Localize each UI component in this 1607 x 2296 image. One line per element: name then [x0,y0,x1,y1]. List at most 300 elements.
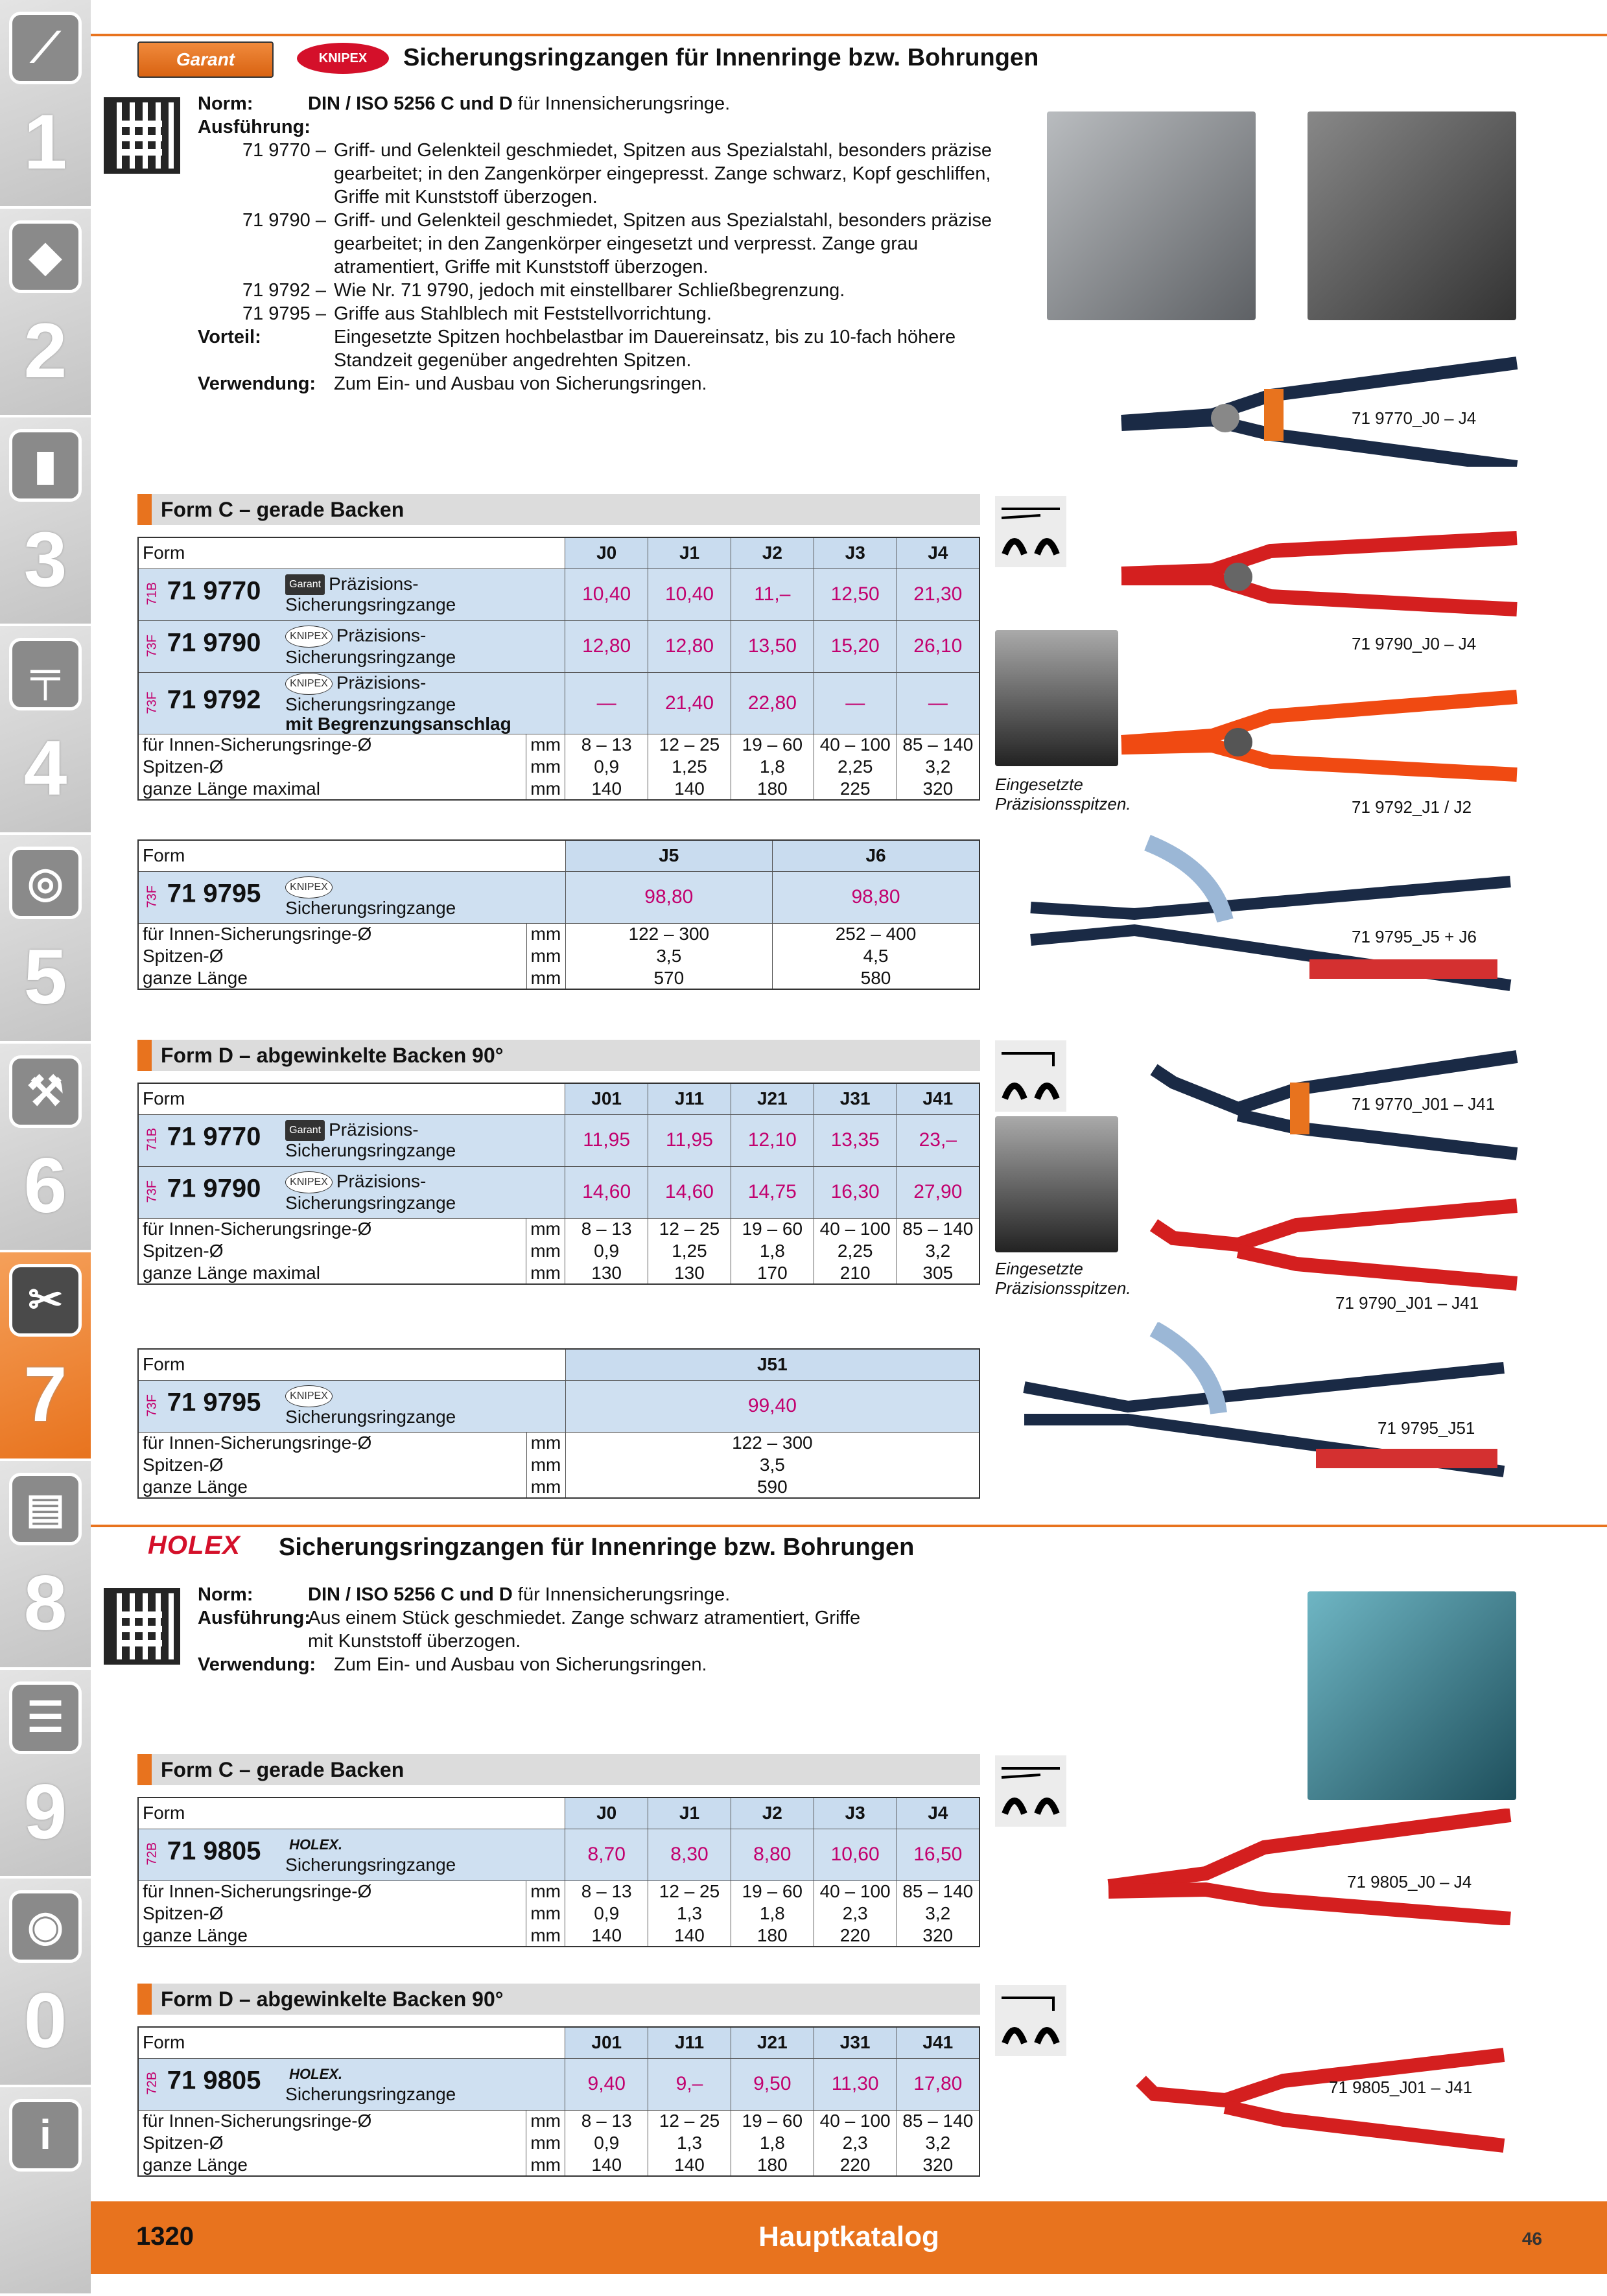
spec-label: ganze Länge maximal [138,778,526,800]
unit: mm [526,1925,565,1947]
spec-value: 40 – 100 [814,1880,897,1903]
item-text: Griff- und Gelenkteil geschmiedet, Spitzen aus Spezialstahl, besonders präzise gearbeitet; in den Zangenkörper eingepresst. Zange schwarz, Kopf geschliffen, Griffe mit Kunststoff überzogen. [334,140,992,207]
knipex-mini-logo: KNIPEX [285,1171,333,1193]
spec-row [138,967,979,989]
size-col-header: J4 [897,1798,979,1829]
spec-value: 252 – 400 [773,923,979,945]
size-col-header: J6 [773,840,979,871]
unit: mm [526,1432,565,1454]
spec-value: 19 – 60 [731,2110,814,2132]
spec-value: 2,25 [814,1240,897,1262]
spec-value: 140 [648,778,731,800]
norm-text: für Innensicherungsringe. [512,93,731,114]
verwendung-text: Zum Ein- und Ausbau von Sicherungsringen. [334,373,707,394]
spec-value: 1,3 [648,2132,731,2154]
spec-value: 3,5 [565,1454,979,1476]
spec-value: 0,9 [565,1240,648,1262]
spec-row [138,756,979,778]
tips-photo-2 [995,1116,1118,1252]
table-form-c-holex [137,1797,980,1947]
spec-label: für Innen-Sicherungsringe-Ø [138,1432,526,1454]
size-col-header: J0 [565,1798,648,1829]
spec-value: 122 – 300 [565,1432,979,1454]
price-cell: 12,80 [648,620,731,672]
spec-value: 180 [731,2154,814,2176]
spec-value: 0,9 [565,756,648,778]
spec-value: 570 [565,967,772,989]
price-cell: 16,50 [897,1829,979,1880]
spec-value: 590 [565,1476,979,1498]
spec-value: 19 – 60 [731,1880,814,1903]
unit: mm [526,1240,565,1262]
chapter-tab-7[interactable] [0,1252,91,1461]
chapter-tab-8[interactable] [0,1461,91,1670]
pliers-image-9790-d [1141,1186,1530,1303]
size-col-header: J01 [565,2027,648,2058]
desc-1: Präzisions- [329,573,419,594]
spec-value: 2,3 [814,2132,897,2154]
size-col-header: J0 [565,537,648,568]
article-number: 71 9792 [167,685,261,714]
spec-row [138,2110,979,2132]
spec-row [138,1240,979,1262]
group-code: 73F [145,1180,159,1203]
price-cell: 17,80 [897,2058,979,2110]
group-code: 73F [145,691,159,714]
price-cell: 16,30 [814,1166,897,1218]
group-code: 71B [145,582,159,605]
unit: mm [526,1476,565,1498]
spec-value: 140 [565,1925,648,1947]
spec-value: 170 [731,1262,814,1284]
spec-row [138,1925,979,1947]
chapter-number: 5 [23,933,67,1020]
safety-icon: ◉ [9,1890,82,1963]
chapter-number: 1 [23,99,67,185]
spec-value: 180 [731,1925,814,1947]
spec-label: für Innen-Sicherungsringe-Ø [138,2110,526,2132]
section-title-knipex: Sicherungsringzangen für Innenringe bzw. Bohrungen [403,44,1039,71]
spec-value: 85 – 140 [897,1880,979,1903]
spec-value: 40 – 100 [814,734,897,756]
desc-1: Präzisions- [336,625,427,646]
price-cell: 11,30 [814,2058,897,2110]
spec-value: 1,8 [731,2132,814,2154]
caption-9770-j01-j41: 71 9770_J01 – J41 [1352,1094,1496,1114]
chapter-number: 7 [23,1351,67,1438]
angled-jaw-icon [995,1040,1066,1112]
table-form-d-knipex [137,1083,980,1285]
article-number: 71 9770 [167,1122,261,1151]
spec-value: 180 [731,778,814,800]
desc-2: Sicherungsringzange [285,694,456,714]
desc-2: Sicherungsringzange [285,1855,456,1875]
spec-value: 8 – 13 [565,2110,648,2132]
spec-row [138,945,979,967]
size-col-header: J11 [648,2027,731,2058]
price-cell: 11,– [731,568,814,620]
unit: mm [526,923,565,945]
article-number: 71 9805 [167,2066,261,2095]
table-form-c-knipex [137,537,980,801]
spec-value: 320 [897,1925,979,1947]
item-text: Griff- und Gelenkteil geschmiedet, Spitzen aus Spezialstahl, besonders präzise gearbeitet; in den Zangenkörper eingesetzt und verpresst. Zange grau atramentiert, Griffe mit Kunststoff überzogen. [334,210,992,277]
qr-code-2[interactable] [104,1588,180,1665]
price-cell: 13,35 [814,1114,897,1166]
spec-value: 1,25 [648,1240,731,1262]
product-description-1 [198,92,1008,395]
pliers-icon: ✂ [9,1264,82,1337]
spec-value: 19 – 60 [731,1218,814,1240]
spec-label: Spitzen-Ø [138,945,526,967]
top-rule [91,34,1607,36]
form-label: Form [138,537,565,568]
unit: mm [526,778,565,800]
spec-value: 320 [897,2154,979,2176]
spec-value: 580 [773,967,979,989]
unit: mm [526,1218,565,1240]
form-d-heading: Form D – abgewinkelte Backen 90° [137,1040,980,1071]
group-code: 73F [145,1394,159,1417]
spec-value: 0,9 [565,2132,648,2154]
verwendung-label-2: Verwendung: [198,1654,316,1675]
unit: mm [526,2110,565,2132]
verwendung-label: Verwendung: [198,373,316,394]
chapter-number: 0 [23,1977,67,2064]
chapter-tab-1[interactable] [0,0,91,209]
form-d-heading-holex: Form D – abgewinkelte Backen 90° [137,1984,980,2015]
spec-row [138,1432,979,1454]
price-cell: 21,30 [897,568,979,620]
item-text: Wie Nr. 71 9790, jedoch mit einstellbarer Schließbegrenzung. [334,280,845,301]
chapter-number: 4 [23,725,67,812]
desc-2: Sicherungsringzange [285,647,456,667]
unit: mm [526,967,565,989]
spec-label: ganze Länge [138,1925,526,1947]
pliers-image-9790 [1115,519,1530,635]
desc-2: Sicherungsringzange [285,594,456,615]
spec-value: 12 – 25 [648,1218,731,1240]
price-cell: 14,75 [731,1166,814,1218]
group-code: 72B [145,2072,159,2095]
form-c-heading: Form C – gerade Backen [137,494,980,525]
price-cell: 12,80 [565,620,648,672]
unit: mm [526,1903,565,1925]
spec-value: 225 [814,778,897,800]
chapter-tab-4[interactable] [0,626,91,835]
product-description-2 [198,1583,1008,1676]
holex-logo: HOLEX [148,1531,240,1560]
price-cell: 11,95 [565,1114,648,1166]
ausf-label: Ausführung: [198,117,311,137]
tips-caption-2b: Präzisionsspitzen. [995,1278,1131,1298]
item-code: 71 9795 – [242,303,326,324]
size-col-header: J1 [648,537,731,568]
size-col-header: J21 [731,1083,814,1114]
spec-value: 8 – 13 [565,1218,648,1240]
norm-standard: DIN / ISO 5256 C und D [308,93,513,114]
spec-value: 0,9 [565,1903,648,1925]
size-col-header: J5 [565,840,772,871]
unit: mm [526,945,565,967]
size-col-header: J41 [897,2027,979,2058]
size-col-header: J31 [814,1083,897,1114]
unit: mm [526,1262,565,1284]
info-icon: i [9,2099,82,2172]
spec-value: 1,8 [731,756,814,778]
section-title-holex: Sicherungsringzangen für Innenringe bzw. Bohrungen [279,1534,915,1561]
unit: mm [526,1454,565,1476]
unit: mm [526,734,565,756]
saw-icon: ◎ [9,847,82,919]
spec-label: für Innen-Sicherungsringe-Ø [138,734,526,756]
chapter-tab-2[interactable] [0,209,91,417]
price-cell: 8,30 [648,1829,731,1880]
price-cell: 22,80 [731,672,814,734]
article-number: 71 9795 [167,1388,261,1417]
spec-value: 1,25 [648,756,731,778]
price-cell: 9,50 [731,2058,814,2110]
price-cell: 12,50 [814,568,897,620]
knipex-mini-logo: KNIPEX [285,1385,333,1407]
pliers-image-9792 [1115,677,1530,794]
table-form-d-9795 [137,1348,980,1499]
spec-row [138,1218,979,1240]
tips-caption-2a: Eingesetzte [995,1259,1083,1278]
ausf-text-2: Aus einem Stück geschmiedet. Zange schwarz atramentiert, Griffe mit Kunststoff überzogen. [308,1608,861,1652]
size-col-header: J01 [565,1083,648,1114]
item-code: 71 9790 – [242,210,326,231]
price-cell: 13,50 [731,620,814,672]
page-number: 1320 [136,2222,194,2251]
price-cell: 14,60 [565,1166,648,1218]
caption-9805-j01-j41: 71 9805_J01 – J41 [1329,2078,1473,2097]
price-cell: 10,40 [565,568,648,620]
chapter-number: 3 [23,516,67,603]
price-cell: — [565,672,648,734]
spec-row [138,1880,979,1903]
desc-2: Sicherungsringzange [285,1140,456,1161]
spec-row [138,1454,979,1476]
knipex-mini-logo: KNIPEX [285,673,333,695]
form-label: Form [138,1798,565,1829]
spec-label: Spitzen-Ø [138,756,526,778]
spec-value: 140 [648,1925,731,1947]
size-col-header: J2 [731,1798,814,1829]
norm-standard-2: DIN / ISO 5256 C und D [308,1584,513,1605]
price-cell: 15,20 [814,620,897,672]
section-rule [91,1525,1607,1527]
tap-icon: ▮ [9,429,82,502]
footer-right-number: 46 [1521,2229,1542,2249]
chapter-sidebar [0,0,91,2274]
size-col-header: J2 [731,537,814,568]
price-cell: 21,40 [648,672,731,734]
spec-value: 40 – 100 [814,2110,897,2132]
angled-jaw-icon-2 [995,1985,1066,2056]
insert-icon: ◆ [9,220,82,293]
caption-9790-j01-j41: 71 9790_J01 – J41 [1335,1293,1479,1313]
article-number: 71 9805 [167,1836,261,1866]
table-row [138,568,979,620]
table-form-c-9795 [137,839,980,990]
item-code: 71 9792 – [242,280,326,301]
spec-value: 85 – 140 [897,2110,979,2132]
price-cell: 26,10 [897,620,979,672]
price-cell: 12,10 [731,1114,814,1166]
norm-label: Norm: [198,93,253,114]
spec-label: Spitzen-Ø [138,2132,526,2154]
price-cell: 27,90 [897,1166,979,1218]
cabinet-icon: ☰ [9,1681,82,1754]
spec-label: für Innen-Sicherungsringe-Ø [138,1880,526,1903]
garant-logo: Garant [137,41,274,78]
form-label: Form [138,2027,565,2058]
price-cell: — [897,672,979,734]
spec-value: 220 [814,1925,897,1947]
spec-value: 305 [897,1262,979,1284]
chapter-tab-6[interactable] [0,1044,91,1252]
size-col-header: J31 [814,2027,897,2058]
tips-caption-1b: Präzisionsspitzen. [995,794,1131,814]
chapter-tab-i[interactable] [0,2087,91,2296]
wrench-icon: ⚒ [9,1055,82,1128]
unit: mm [526,2154,565,2176]
spec-value: 12 – 25 [648,2110,731,2132]
spec-label: ganze Länge [138,1476,526,1498]
unit: mm [526,756,565,778]
spec-value: 140 [565,778,648,800]
desc-1: Präzisions- [329,1119,419,1140]
group-code: 72B [145,1842,159,1866]
price-cell: 10,40 [648,568,731,620]
spec-value: 2,3 [814,1903,897,1925]
chapter-number: 8 [23,1560,67,1646]
desc-2: Sicherungsringzange [285,1193,456,1213]
page-footer [91,2201,1607,2274]
desc-2: Sicherungsringzange [285,898,456,918]
chapter-number: 6 [23,1142,67,1229]
holex-mini-logo: HOLEX. [289,2066,343,2083]
form-c-heading-holex: Form C – gerade Backen [137,1754,980,1785]
spec-value: 4,5 [773,945,979,967]
spec-value: 3,2 [897,1240,979,1262]
spec-value: 19 – 60 [731,734,814,756]
price-cell: 9,40 [565,2058,648,2110]
size-col-header: J1 [648,1798,731,1829]
caption-9792-j1-j2: 71 9792_J1 / J2 [1352,797,1472,817]
vorteil-label: Vorteil: [198,327,261,347]
tips-photo-1 [995,630,1118,766]
table-form-d-holex [137,2026,980,2177]
article-number: 71 9795 [167,879,261,908]
desc-3: mit Begrenzungsanschlag [285,713,511,734]
spec-value: 8 – 13 [565,734,648,756]
pliers-image-9805-d [1128,2042,1517,2159]
size-col-header: J3 [814,537,897,568]
article-number: 71 9790 [167,1174,261,1203]
pliers-image-9795 [1018,830,1536,1011]
desc-2: Sicherungsringzange [285,2084,456,2105]
spec-row [138,778,979,800]
spec-row [138,923,979,945]
table-row [138,620,979,672]
spec-value: 130 [648,1262,731,1284]
table-row [138,672,979,734]
spec-label: für Innen-Sicherungsringe-Ø [138,923,526,945]
article-number: 71 9770 [167,576,261,605]
caption-9795-j51: 71 9795_J51 [1378,1418,1475,1438]
spec-row [138,2132,979,2154]
spec-value: 3,2 [897,756,979,778]
spec-value: 1,3 [648,1903,731,1925]
desc-1: Präzisions- [336,1171,427,1191]
spec-label: für Innen-Sicherungsringe-Ø [138,1218,526,1240]
form-label: Form [138,1349,565,1380]
spec-value: 140 [565,2154,648,2176]
chapter-number: 2 [23,307,67,394]
chapter-tab-9[interactable] [0,1670,91,1879]
spec-value: 122 – 300 [565,923,772,945]
spec-value: 85 – 140 [897,1218,979,1240]
straight-jaw-icon [995,496,1066,567]
spec-value: 130 [565,1262,648,1284]
price-cell: 8,70 [565,1829,648,1880]
spec-row [138,1262,979,1284]
price-cell: 99,40 [565,1380,979,1432]
caption-9795-j5-j6: 71 9795_J5 + J6 [1352,927,1477,946]
caption-9805-j0-j4: 71 9805_J0 – J4 [1347,1872,1472,1892]
spec-row [138,1476,979,1498]
form-label: Form [138,1083,565,1114]
price-cell: 23,– [897,1114,979,1166]
spec-value: 3,2 [897,2132,979,2154]
size-col-header: J4 [897,537,979,568]
caption-9770-j0-j4: 71 9770_J0 – J4 [1352,408,1477,428]
chapter-tab-0[interactable] [0,1879,91,2087]
size-col-header: J11 [648,1083,731,1114]
norm-text-2: für Innensicherungsringe. [512,1584,731,1605]
pliers-image-9795-d [1011,1322,1530,1504]
chapter-tab-5[interactable] [0,835,91,1044]
table-row [138,871,979,923]
desc-1: Präzisions- [336,672,427,692]
garant-mini-logo: Garant [285,574,325,595]
caliper-icon: ╤ [9,638,82,710]
spec-label: ganze Länge [138,967,526,989]
table-row [138,1380,979,1432]
unit: mm [526,2132,565,2154]
chapter-tab-3[interactable] [0,417,91,626]
size-col-header: J21 [731,2027,814,2058]
spec-value: 220 [814,2154,897,2176]
chapter-number: 9 [23,1768,67,1855]
spec-label: ganze Länge [138,2154,526,2176]
ausf-label-2: Ausführung: [198,1608,311,1628]
table-row [138,2058,979,2110]
qr-code-1[interactable] [104,97,180,174]
spec-row [138,734,979,756]
price-cell: 9,– [648,2058,731,2110]
spec-value: 1,8 [731,1240,814,1262]
group-code: 73F [145,885,159,908]
group-code: 71B [145,1128,159,1151]
article-number: 71 9790 [167,628,261,657]
price-cell: 8,80 [731,1829,814,1880]
spec-label: Spitzen-Ø [138,1903,526,1925]
spec-row [138,2154,979,2176]
size-col-header: J51 [565,1349,979,1380]
